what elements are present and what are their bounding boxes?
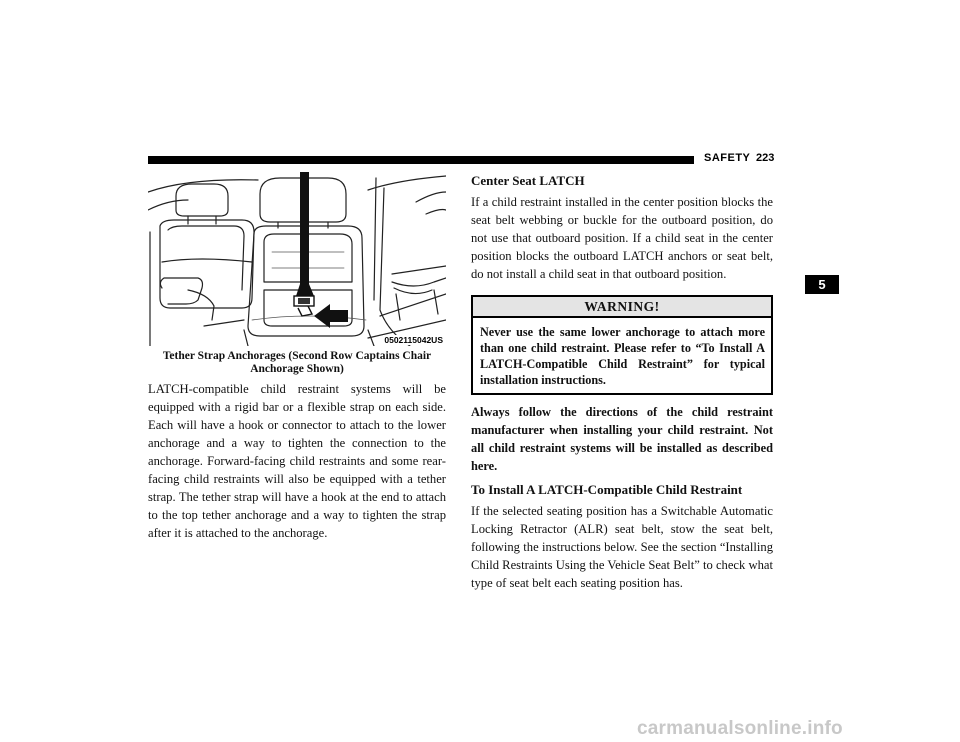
warning-title: WARNING! bbox=[473, 297, 771, 318]
chapter-tab[interactable]: 5 bbox=[805, 275, 839, 294]
left-column bbox=[148, 380, 446, 542]
figure-code: 0502115042US bbox=[384, 335, 443, 345]
heading-center-seat-latch: Center Seat LATCH bbox=[471, 173, 585, 188]
body-paragraph: LATCH-compatible child restraint systems will be equipped with a rigid bar or a flexible strap on each side. Each will have a hook or connector to attach to the lower anchorage and a way to tighten the connection to the anchorage. Forward-facing child restraints and some rear-facing child restraints will also be equipped with a tether strap. The tether strap will have a hook at the end to attach to the top tether anchorage and a way to tighten the strap after it is attached to the anchorage. bbox=[148, 382, 446, 540]
warning-box bbox=[471, 295, 773, 395]
body-paragraph: If the selected seating position has a Switchable Automatic Locking Retractor (ALR) seat belt, stow the seat belt, following the instructions below. See the section “Installing Child Restraints Using the Vehicle Seat Belt” to check what type of seat belt each seating position has. bbox=[471, 504, 773, 590]
watermark: carmanualsonline.info bbox=[637, 718, 843, 739]
right-column bbox=[471, 172, 773, 592]
bold-paragraph: Always follow the directions of the child restraint manufacturer when installing your child restraint. Not all child restraint systems will be installed as described here. bbox=[471, 405, 773, 473]
pointer-arrow-icon bbox=[314, 304, 348, 328]
page-number: 223 bbox=[756, 152, 775, 164]
body-paragraph: If a child restraint installed in the center position blocks the seat belt webbing or buckle for the outboard position, do not use that outboard position. If a child seat in the center position blocks the outboard LATCH anchors or seat belt, do not install a child seat in that outboard position. bbox=[471, 195, 773, 281]
warning-text: Never use the same lower anchorage to attach more than one child restraint. Please refer to “To Install A LATCH-Compatible Child Restraint” for typical installation instructions. bbox=[480, 325, 765, 387]
heading-install-latch: To Install A LATCH-Compatible Child Restraint bbox=[471, 482, 743, 497]
figure-tether-anchorages bbox=[148, 170, 446, 346]
figure-caption: Tether Strap Anchorages (Second Row Captains Chair Anchorage Shown) bbox=[162, 350, 432, 375]
seat-illustration bbox=[148, 170, 446, 346]
running-header-section: SAFETY bbox=[704, 152, 751, 164]
header-rule bbox=[148, 156, 694, 164]
